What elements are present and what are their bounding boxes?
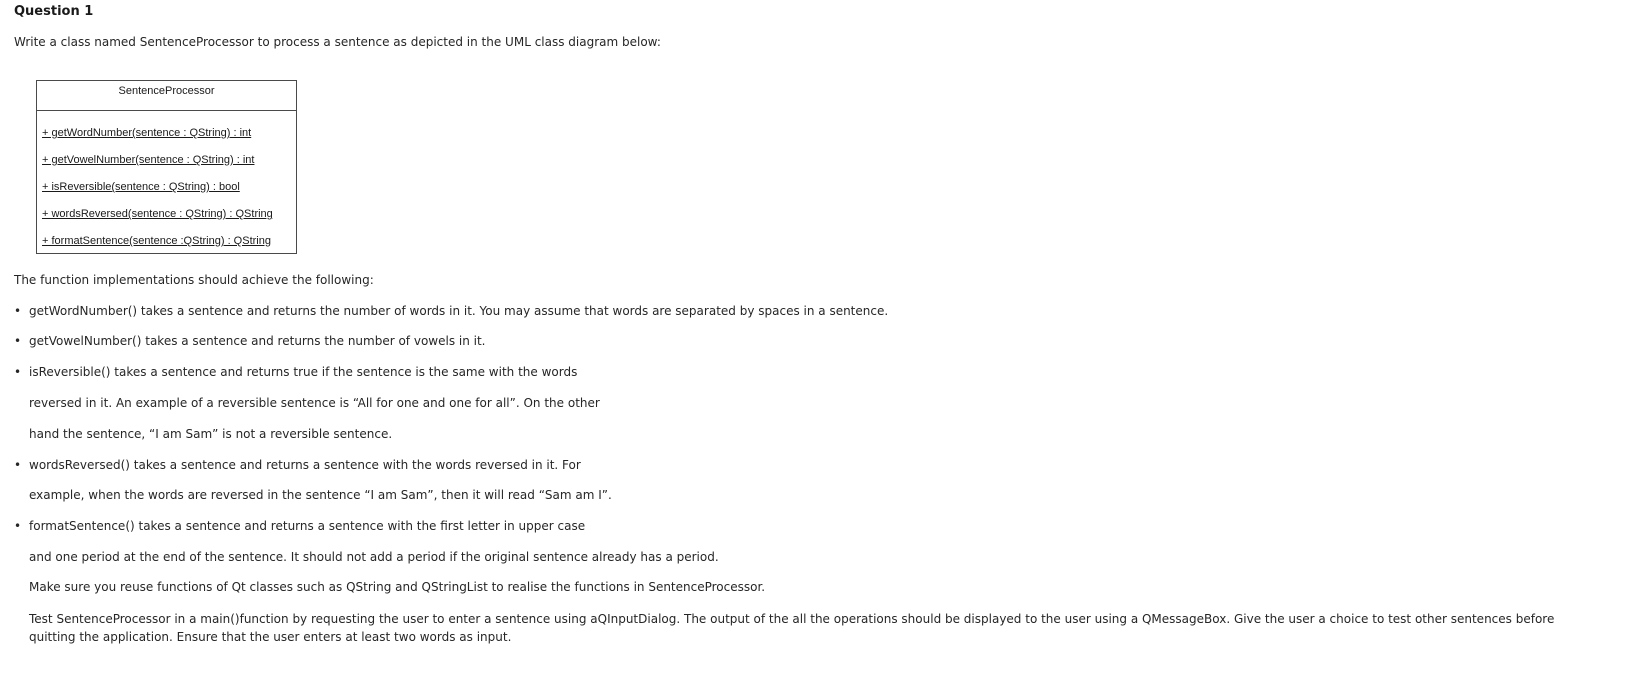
uml-method-format-sentence: + formatSentence(sentence :QString) : QString [42,235,271,247]
bullet-get-word-number: getWordNumber() takes a sentence and returns the number of words in it. You may assume that words are separated by spaces in a sentence. [29,304,889,318]
bullet-marker: • [14,334,22,348]
uml-method-words-reversed: + wordsReversed(sentence : QString) : QString [42,208,273,220]
uml-method-get-word-number: + getWordNumber(sentence : QString) : int [42,127,252,139]
reuse-qt-note: Make sure you reuse functions of Qt classes such as QString and QStringList to realise the functions in SentenceProcessor. [29,580,766,594]
bullet-is-reversible: isReversible() takes a sentence and returns true if the sentence is the same with the words [29,365,578,379]
bullet-marker: • [14,519,22,533]
words-reversed-continuation: example, when the words are reversed in the sentence “I am Sam”, then it will read “Sam am I”. [29,488,612,502]
is-reversible-continuation: reversed in it. An example of a reversible sentence is “All for one and one for all”. On the other [29,396,600,410]
implementation-lead: The function implementations should achieve the following: [14,273,374,287]
is-reversible-continuation: hand the sentence, “I am Sam” is not a reversible sentence. [29,427,393,441]
question-intro: Write a class named SentenceProcessor to process a sentence as depicted in the UML class diagram below: [14,35,661,49]
bullet-words-reversed: wordsReversed() takes a sentence and returns a sentence with the words reversed in it. For [29,458,581,472]
bullet-get-vowel-number: getVowelNumber() takes a sentence and returns the number of vowels in it. [29,334,486,348]
uml-class-name: SentenceProcessor [37,81,296,111]
bullet-marker: • [14,365,22,379]
uml-class-diagram [36,80,297,254]
bullet-marker: • [14,458,22,472]
bullet-marker: • [14,304,22,318]
question-title: Question 1 [14,4,94,19]
uml-method-is-reversible: + isReversible(sentence : QString) : bool [42,181,240,193]
uml-method-get-vowel-number: + getVowelNumber(sentence : QString) : int [42,154,255,166]
format-sentence-continuation: and one period at the end of the sentence. It should not add a period if the original sentence already has a period. [29,550,719,564]
bullet-format-sentence: formatSentence() takes a sentence and returns a sentence with the first letter in upper case [29,519,586,533]
test-instructions: Test SentenceProcessor in a main()function by requesting the user to enter a sentence using aQInputDialog. The output of the all the operations should be displayed to the user using a QMessageBox. Give the user a choice to test other sentences before quitting the application. Ensure that the user enters at least two words as input. [29,612,1555,644]
